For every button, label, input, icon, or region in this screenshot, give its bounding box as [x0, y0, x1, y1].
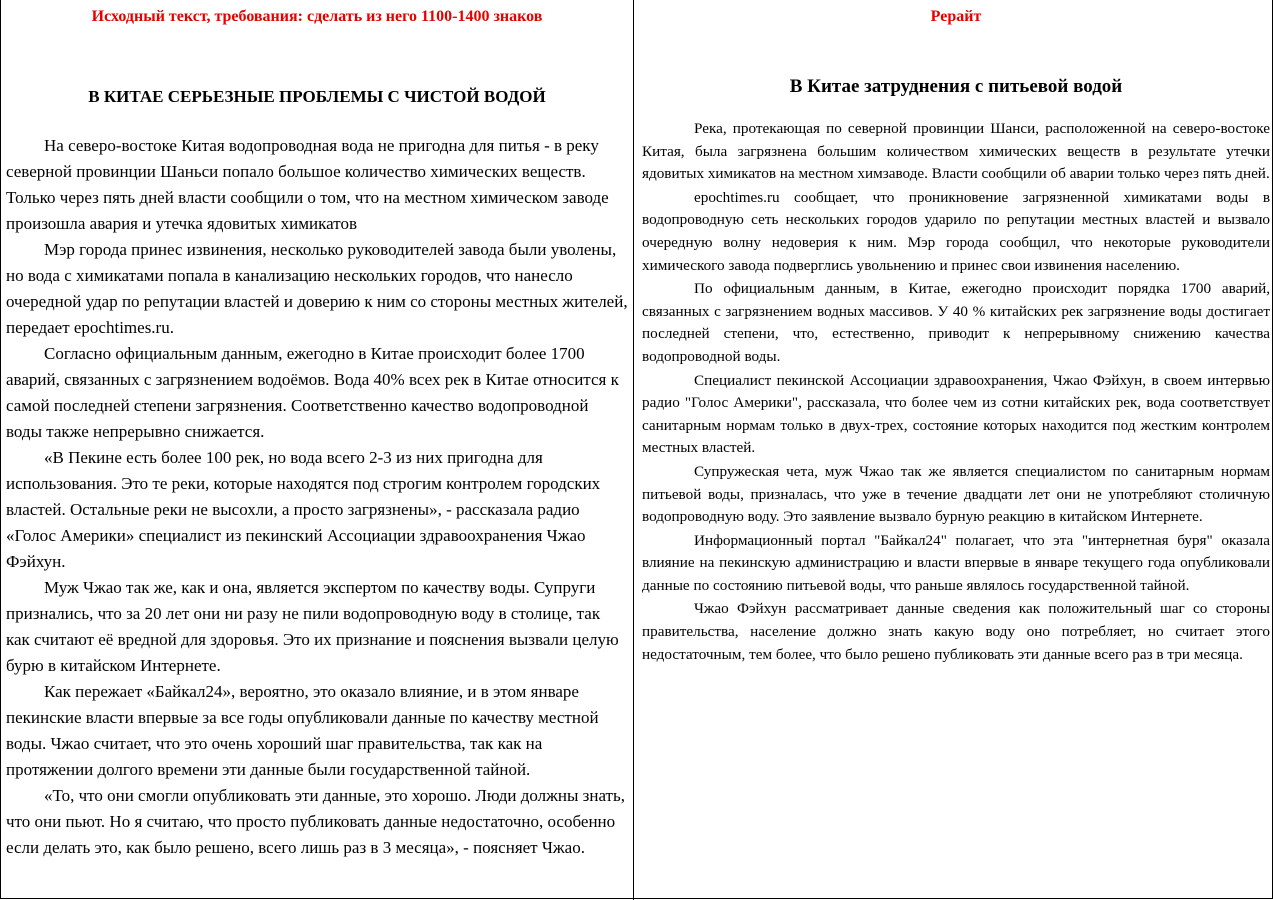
- original-paragraph: На северо-востоке Китая водопроводная вода не пригодна для питья - в реку северной провинции Шаньси попало большое количество химических веществ. Только через пять дней власти сообщили о том, что на местном химическом заводе произошла авария и утечка ядовитых химикатов: [6, 136, 609, 233]
- column-divider: [633, 0, 634, 900]
- rewrite-paragraph: epochtimes.ru сообщает, что проникновение загрязненной химикатами воды в водопроводную сеть нескольких городов ударило по репутации местных властей и вызвало очередную волну недоверия к ним. Мэр города сообщил, что некоторые руководители химического завода подверглись увольнению и принес свои извинения населению.: [642, 188, 1270, 274]
- rewrite-paragraph: Супружеская чета, муж Чжао так же является специалистом по санитарным нормам питьевой воды, призналась, что уже в течение двадцати лет они не употребляют столичную водопроводную воду. Это заявление вызвало бурную реакцию в китайском Интернете.: [642, 462, 1270, 526]
- rewrite-paragraph: Река, протекающая по северной провинции Шанси, расположенной на северо-востоке Китая, была загрязнена большим количеством химических веществ в результате утечки ядовитых химикатов на местном химзаводе. Власти сообщили об аварии только через пять дней.: [642, 120, 1270, 183]
- rewrite-column: [642, 0, 1270, 666]
- original-header: Исходный текст, требования: сделать из него 1100-1400 знаков: [91, 8, 543, 25]
- rewrite-paragraph: По официальным данным, в Китае, ежегодно происходит порядка 1700 аварий, связанных с загрязнением водных массивов. У 40 % китайских рек загрязнение воды достигает последней степени, что, естественно, приводит к непрерывному снижению качества водопроводной воды.: [642, 280, 1270, 365]
- original-paragraph: Как пережает «Байкал24», вероятно, это оказало влияние, и в этом январе пекинские власти впервые за все годы опубликовали данные по качеству местной воды. Чжао считает, что это очень хороший шаг правительства, так как на протяжении долгого времени эти данные были государственной тайной.: [6, 682, 599, 779]
- original-paragraph: Согласно официальным данным, ежегодно в Китае происходит более 1700 аварий, связанных с загрязнением водоёмов. Вода 40% всех рек в Китае относится к самой последней степени загрязнения. Соответственно качество водопроводной воды также непрерывно снижается.: [6, 344, 619, 441]
- original-paragraph: Муж Чжао так же, как и она, является экспертом по качеству воды. Супруги признались, что за 20 лет они ни разу не пили водопроводную воду в столице, так как считают её вредной для здоровья. Это их признание и пояснения вызвали целую бурю в китайском Интернете.: [6, 578, 619, 675]
- rewrite-title: В Китае затруднения с питьевой водой: [789, 76, 1123, 97]
- original-paragraph: Мэр города принес извинения, несколько руководителей завода были уволены, но вода с химикатами попала в канализацию нескольких городов, что нанесло очередной удар по репутации властей и доверию к ним со стороны местных жителей, передает epochtimes.ru.: [6, 240, 628, 337]
- original-paragraph: «То, что они смогли опубликовать эти данные, это хорошо. Люди должны знать, что они пьют. Но я считаю, что просто публиковать данные недостаточно, особенно если делать это, как было решено, всего лишь раз в 3 месяца», - поясняет Чжао.: [6, 786, 625, 857]
- rewrite-paragraph: Чжао Фэйхун рассматривает данные сведения как положительный шаг со стороны правительства, население должно знать какую воду оно потребляет, но считает этого недостаточным, тем более, что было решено публиковать эти данные всего раз в три месяца.: [642, 600, 1270, 663]
- rewrite-header: Рерайт: [930, 8, 982, 25]
- original-paragraph: «В Пекине есть более 100 рек, но вода всего 2-3 из них пригодна для использования. Это те реки, которые находятся под строгим контролем городских властей. Остальные реки не высохли, а просто загрязнены», - рассказала радио «Голос Америки» специалист из пекинский Ассоциации здравоохранения Чжао Фэйхун.: [6, 448, 601, 571]
- rewrite-paragraph: Специалист пекинской Ассоциации здравоохранения, Чжао Фэйхун, в своем интервью радио "Голос Америки", рассказала, что более чем из сотни китайских рек, вода соответствует санитарным нормам только в двух-трех, состояние которых находится под жестким контролем местных властей.: [642, 371, 1270, 457]
- original-text-column: [6, 0, 628, 861]
- rewrite-paragraph: Информационный портал "Байкал24" полагает, что эта "интернетная буря" оказала влияние на пекинскую администрацию и власти впервые в январе текущего года опубликовали данные по состоянию питьевой воды, что раньше являлось государственной тайной.: [642, 531, 1270, 594]
- original-title: В КИТАЕ СЕРЬЕЗНЫЕ ПРОБЛЕМЫ С ЧИСТОЙ ВОДОЙ: [88, 87, 546, 106]
